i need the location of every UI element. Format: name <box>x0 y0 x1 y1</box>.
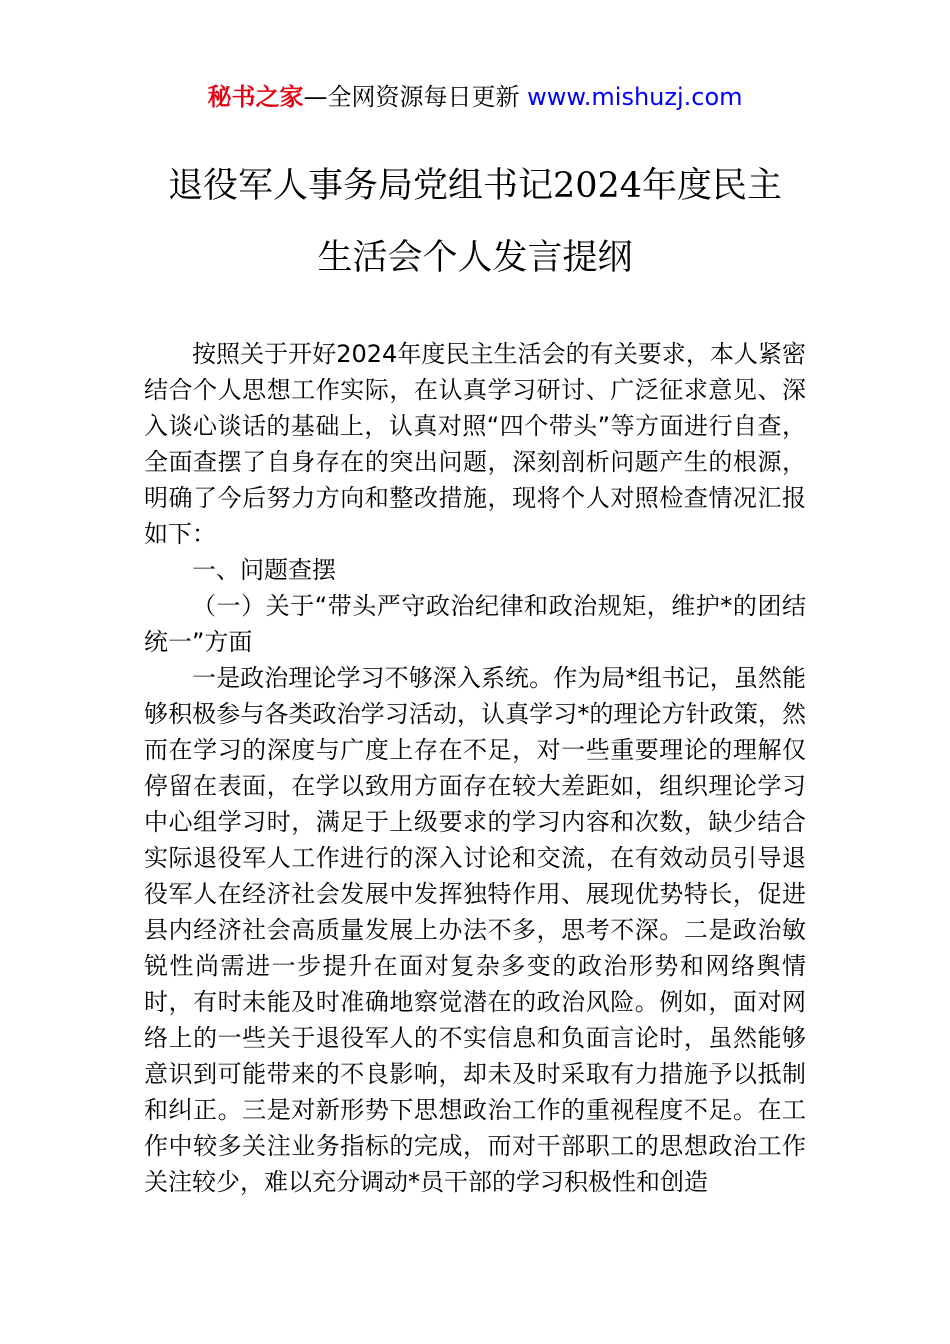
subsection-heading: （一）关于“带头严守政治纪律和政治规矩，维护*的团结统一”方面 <box>144 592 806 656</box>
document-body <box>144 336 806 1200</box>
brand-name: 秘书之家 <box>207 83 304 111</box>
title-line-1: 退役军人事务局党组书记2024年度民主 <box>167 166 783 206</box>
document-title <box>60 150 890 294</box>
section-heading: 一、问题查摆 <box>192 556 336 584</box>
intro-paragraph: 按照关于开好2024年度民主生活会的有关要求，本人紧密结合个人思想工作实际，在认真学习研讨、广泛征求意见、深入谈心谈话的基础上，认真对照“四个带头”等方面进行自查，全面查摆了自身存在的突出问题，深刻剖析问题产生的根源，明确了今后努力方向和整改措施，现将个人对照检查情况汇报如下： <box>144 340 806 548</box>
header-tagline: —全网资源每日更新 <box>303 83 520 111</box>
site-url-link[interactable]: www.mishuzj.com <box>527 83 743 111</box>
body-paragraph: 一是政治理论学习不够深入系统。作为局*组书记，虽然能够积极参与各类政治学习活动，认真学习*的理论方针政策，然而在学习的深度与广度上存在不足，对一些重要理论的理解仅停留在表面，在学以致用方面存在较大差距如，组织理论学习中心组学习时，满足于上级要求的学习内容和次数，缺少结合实际退役军人工作进行的深入讨论和交流，在有效动员引导退役军人在经济社会发展中发挥独特作用、展现优势特长，促进县内经济社会高质量发展上办法不多，思考不深。二是政治敏锐性尚需进一步提升在面对复杂多变的政治形势和网络舆情时，有时未能及时准确地察觉潜在的政治风险。例如，面对网络上的一些关于退役军人的不实信息和负面言论时，虽然能够意识到可能带来的不良影响，却未及时采取有力措施予以抵制和纠正。三是对新形势下思想政治工作的重视程度不足。在工作中较多关注业务指标的完成，而对干部职工的思想政治工作关注较少，难以充分调动*员干部的学习积极性和创造 <box>144 664 806 1196</box>
title-line-2: 生活会个人发言提纲 <box>317 238 633 278</box>
site-header <box>0 80 950 114</box>
